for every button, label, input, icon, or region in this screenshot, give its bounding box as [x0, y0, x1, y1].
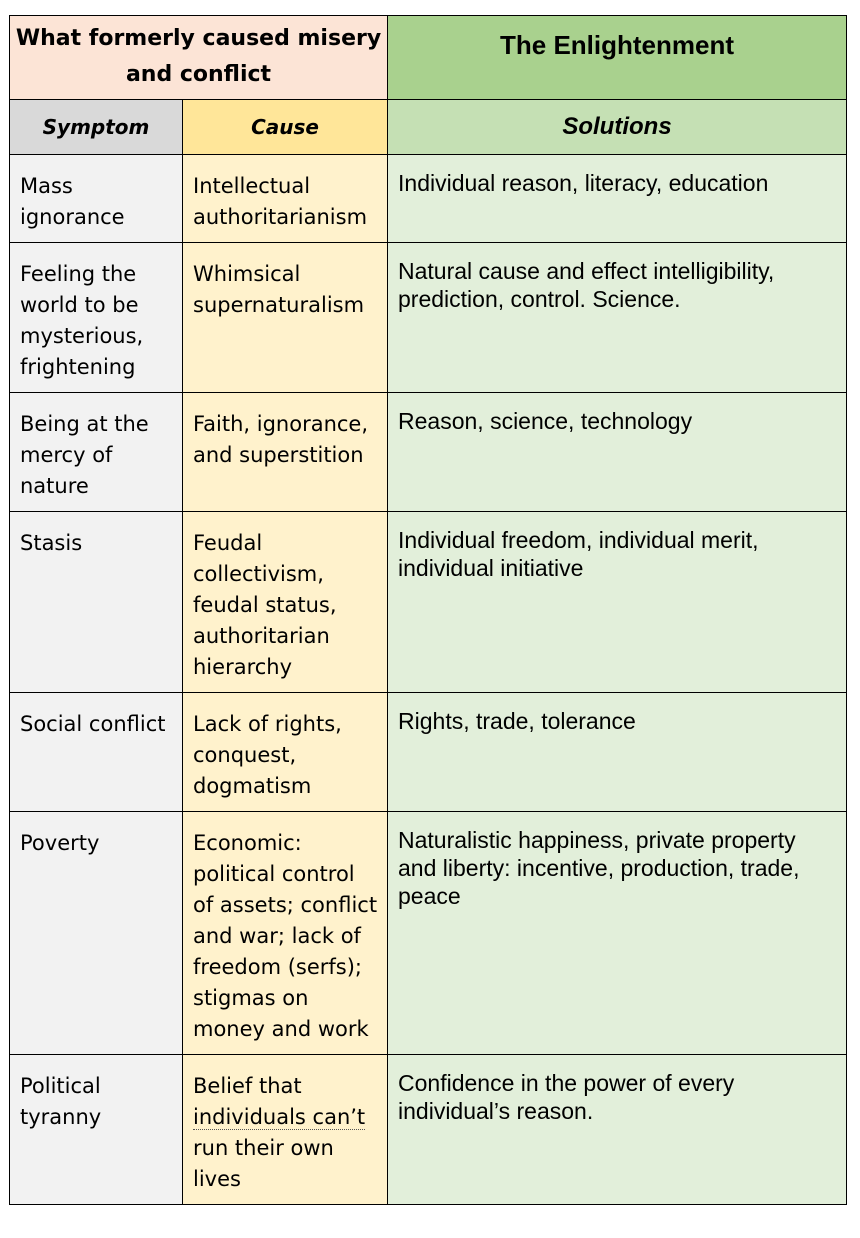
symptom-cell: Poverty	[10, 812, 183, 1055]
cause-cell: Intellectual authoritarianism	[183, 155, 388, 243]
symptom-cell: Social conflict	[10, 693, 183, 812]
cause-text-underlined: individuals can’t	[193, 1105, 366, 1129]
cause-cell: Whimsical supernaturalism	[183, 243, 388, 393]
cause-cell: Economic: political control of assets; conflict and war; lack of freedom (serfs); stigmas on money and work	[183, 812, 388, 1055]
symptom-cell: Being at the mercy of nature	[10, 393, 183, 512]
cause-cell: Feudal collectivism, feudal status, authoritarian hierarchy	[183, 512, 388, 693]
cause-cell: Lack of rights, conquest, dogmatism	[183, 693, 388, 812]
symptom-cell: Feeling the world to be mysterious, frightening	[10, 243, 183, 393]
header-row	[10, 16, 847, 100]
solution-cell: Individual freedom, individual merit, individual initiative	[388, 512, 847, 693]
symptom-cell: Political tyranny	[10, 1055, 183, 1205]
solution-cell: Natural cause and effect intelligibility, prediction, control. Science.	[388, 243, 847, 393]
table-row	[10, 243, 847, 393]
symptom-header: Symptom	[10, 100, 183, 155]
table-row	[10, 812, 847, 1055]
table-row	[10, 155, 847, 243]
subheader-row	[10, 100, 847, 155]
table-row	[10, 1055, 847, 1205]
enlightenment-table	[9, 15, 847, 1205]
cause-header: Cause	[183, 100, 388, 155]
solution-cell: Individual reason, literacy, education	[388, 155, 847, 243]
solution-cell: Confidence in the power of every individual’s reason.	[388, 1055, 847, 1205]
cause-cell	[183, 1055, 388, 1205]
table-row	[10, 693, 847, 812]
table-row	[10, 393, 847, 512]
solution-cell: Naturalistic happiness, private property and liberty: incentive, production, trade, peace	[388, 812, 847, 1055]
cause-text-part: Belief that	[193, 1074, 302, 1098]
cause-text-part: run their own lives	[193, 1136, 334, 1191]
symptom-cell: Stasis	[10, 512, 183, 693]
header-right-title: The Enlightenment	[388, 16, 847, 100]
solutions-header: Solutions	[388, 100, 847, 155]
enlightenment-table-container	[9, 15, 847, 1205]
table-row	[10, 512, 847, 693]
cause-cell: Faith, ignorance, and superstition	[183, 393, 388, 512]
solution-cell: Rights, trade, tolerance	[388, 693, 847, 812]
solution-cell: Reason, science, technology	[388, 393, 847, 512]
symptom-cell: Mass ignorance	[10, 155, 183, 243]
header-left-title: What formerly caused misery and conflict	[10, 16, 388, 100]
